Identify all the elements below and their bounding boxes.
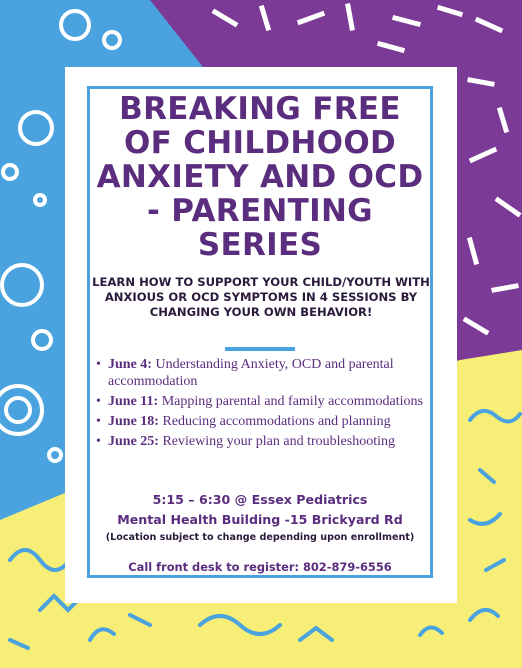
bullet-icon: • [96,414,101,429]
session-item [96,433,430,450]
session-topic: Understanding Anxiety, OCD and parental accommodation [108,357,394,389]
session-date: June 18: [108,414,159,429]
session-item [96,393,430,410]
flyer-title: BREAKING FREE OF CHILDHOOD ANXIETY AND OCD - PARENTING SERIES [96,91,424,263]
session-topic: Reviewing your plan and troubleshooting [162,434,395,449]
register-call-to-action: Call front desk to register: 802-879-6556 [128,560,392,574]
bullet-icon: • [96,434,101,449]
session-item [96,356,430,390]
session-item [96,413,430,430]
session-topic: Reducing accommodations and planning [162,414,391,429]
location-note: (Location subject to change depending upon enrollment) [105,532,415,543]
session-date: June 25: [108,434,159,449]
bullet-icon: • [96,394,101,409]
building-address: Mental Health Building -15 Brickyard Rd [117,512,403,527]
time-location: 5:15 – 6:30 @ Essex Pediatrics [152,492,368,507]
session-date: June 4: [108,357,152,372]
session-list [96,356,430,453]
bullet-icon: • [96,357,101,372]
flyer-subtitle: LEARN HOW TO SUPPORT YOUR CHILD/YOUTH WITH ANXIOUS OR OCD SYMPTOMS IN 4 SESSIONS BY CHANGING YOUR OWN BEHAVIOR! [92,275,430,319]
divider [225,347,295,351]
session-date: June 11: [108,394,159,409]
session-topic: Mapping parental and family accommodations [161,394,423,409]
